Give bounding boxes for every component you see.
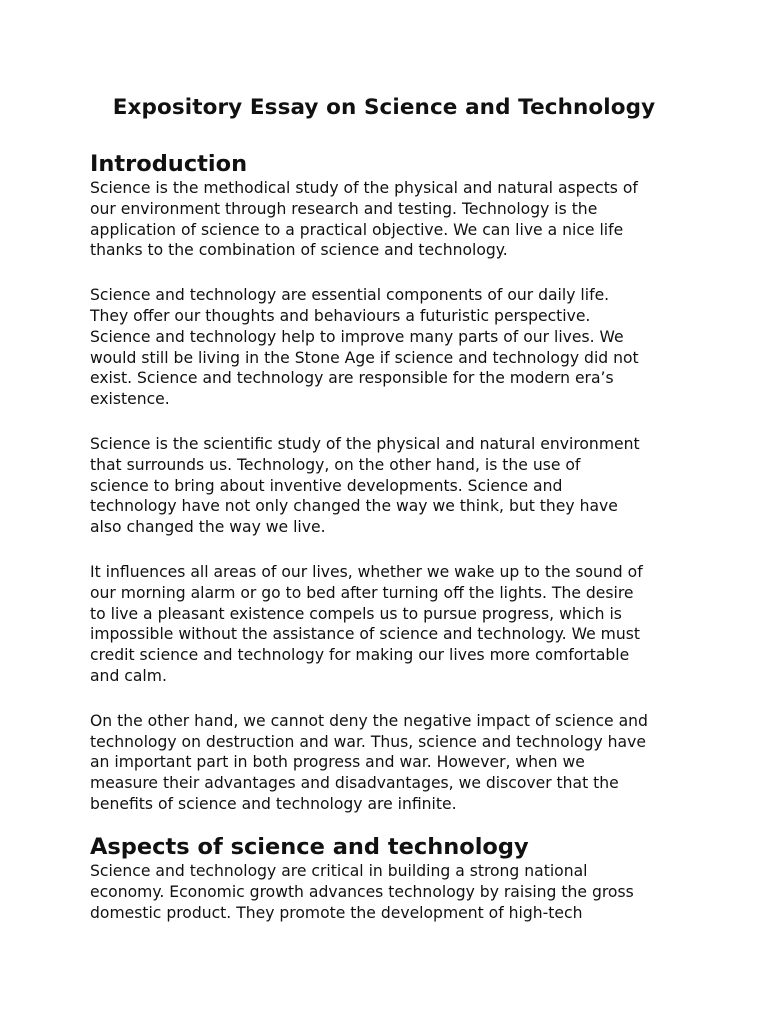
text-line: They offer our thoughts and behaviours a futuristic perspective. — [90, 306, 591, 325]
text-line: Science is the methodical study of the physical and natural aspects of — [90, 179, 638, 197]
text-line: Science is the scientific study of the physical and natural environment — [90, 434, 640, 453]
text-line: our morning alarm or go to bed after turning off the lights. The desire — [90, 583, 634, 602]
text-line: credit science and technology for making our lives more comfortable — [90, 646, 630, 665]
paragraph-intro-3 — [90, 434, 690, 538]
text-line: our environment through research and testing. Technology is the — [90, 199, 598, 218]
text-line: domestic product. They promote the development of high-tech — [90, 903, 583, 922]
text-line: and calm. — [90, 666, 167, 685]
text-line: existence. — [90, 390, 170, 409]
paragraph-spacer — [90, 410, 690, 434]
text-line: impossible without the assistance of science and technology. We must — [90, 625, 640, 644]
text-line: application of science to a practical objective. We can live a nice life — [90, 220, 624, 239]
paragraph-spacer — [90, 261, 690, 285]
section-introduction — [90, 150, 690, 815]
section-aspects — [90, 833, 690, 923]
text-line: On the other hand, we cannot deny the negative impact of science and — [90, 711, 648, 730]
section-heading-introduction: Introduction — [90, 151, 248, 177]
paragraph-spacer — [90, 687, 690, 711]
text-line: technology have not only changed the way we think, but they have — [90, 497, 618, 516]
section-heading-aspects: Aspects of science and technology — [90, 834, 529, 860]
text-line: thanks to the combination of science and technology. — [90, 241, 508, 260]
text-line: benefits of science and technology are infinite. — [90, 794, 457, 813]
text-line: exist. Science and technology are responsible for the modern era’s — [90, 369, 614, 388]
text-line: technology on destruction and war. Thus, science and technology have — [90, 732, 646, 751]
paragraph-aspects-1 — [90, 861, 690, 923]
text-line: an important part in both progress and war. However, when we — [90, 753, 585, 772]
text-line: to live a pleasant existence compels us to pursue progress, which is — [90, 604, 622, 623]
document-title: Expository Essay on Science and Technology — [112, 95, 656, 120]
paragraph-intro-2 — [90, 285, 690, 410]
paragraph-spacer — [90, 538, 690, 562]
paragraph-intro-1 — [90, 178, 690, 261]
text-line: science to bring about inventive developments. Science and — [90, 476, 563, 495]
text-line: Science and technology help to improve many parts of our lives. We — [90, 327, 624, 346]
text-line: also changed the way we live. — [90, 518, 326, 537]
text-line: It influences all areas of our lives, whether we wake up to the sound of — [90, 562, 643, 581]
text-line: measure their advantages and disadvantages, we discover that the — [90, 774, 619, 793]
paragraph-intro-5 — [90, 711, 690, 815]
text-line: Science and technology are essential components of our daily life. — [90, 286, 610, 305]
text-line: Science and technology are critical in building a strong national — [90, 862, 588, 880]
text-line: economy. Economic growth advances technology by raising the gross — [90, 882, 634, 901]
text-line: would still be living in the Stone Age if science and technology did not — [90, 348, 639, 367]
paragraph-intro-4 — [90, 562, 690, 687]
text-line: that surrounds us. Technology, on the other hand, is the use of — [90, 455, 581, 474]
